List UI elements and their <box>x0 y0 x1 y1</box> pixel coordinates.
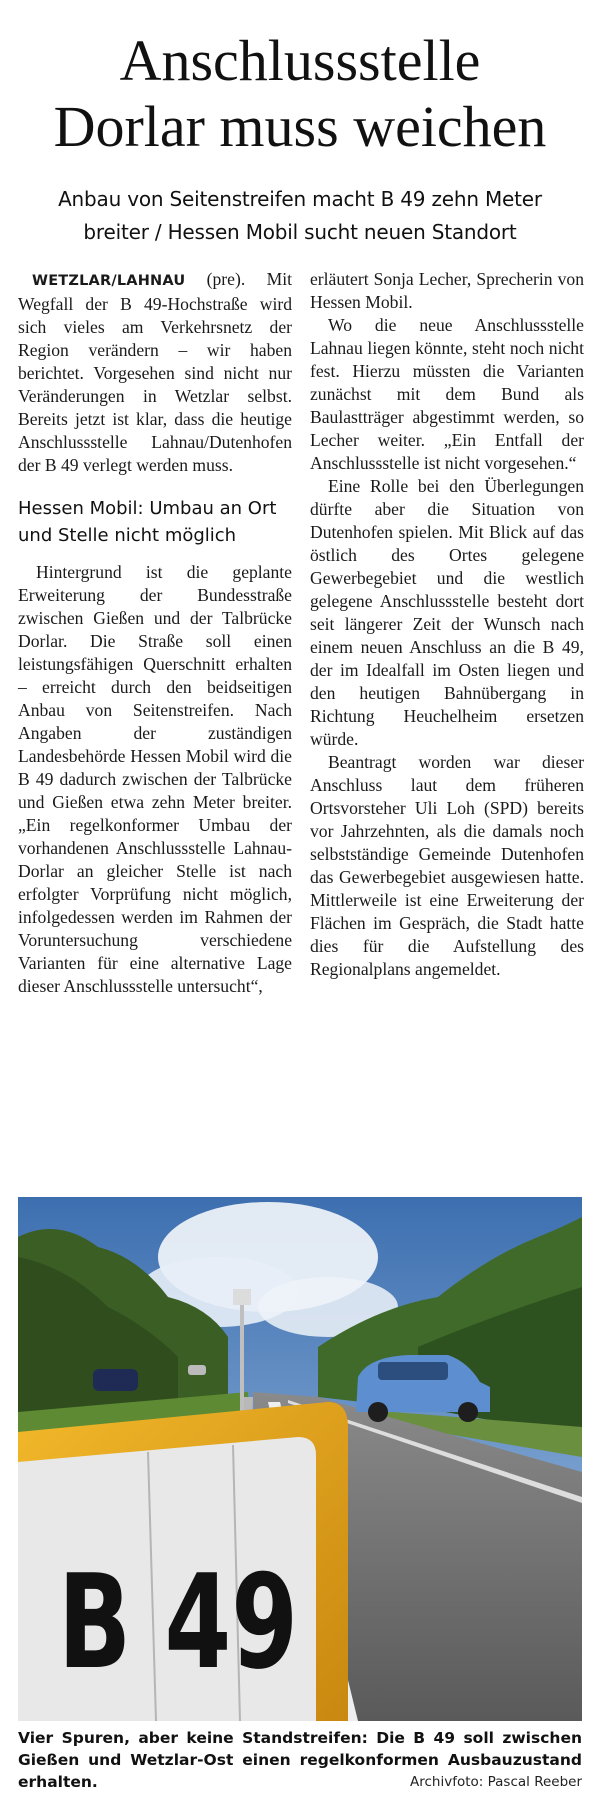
subheadline-line-1: Anbau von Seitenstreifen macht B 49 zehn Meter <box>58 187 542 211</box>
subheadline-line-2: breiter / Hessen Mobil sucht neuen Standort <box>83 220 517 244</box>
article-column-right <box>310 268 584 981</box>
headline-line-2: Dorlar muss weichen <box>53 94 547 159</box>
body-paragraph-3: erläutert Sonja Lecher, Sprecherin von Hessen Mobil. <box>310 269 584 312</box>
body-paragraph-2: Hintergrund ist die geplante Erweiterung der Bundesstraße zwischen Gießen und der Talbrücke Dorlar. Die Straße soll einen leistungsfähigen Querschnitt erhalten – erreicht durch den beidseitigen Anbau von Seitenstreifen. Nach Angaben der zuständigen Landesbehörde Hessen Mobil wird die B 49 dadurch zwischen der Talbrücke und Gießen etwa zehn Meter breiter. „Ein regelkonformer Umbau der vorhandenen Anschlussstelle Lahnau-Dorlar an gleicher Stelle ist nach erfolgter Vorprüfung nicht möglich, infolgedessen werden im Rahmen der Voruntersuchung verschiedene Varianten für eine alternative Lage dieser Anschlussstelle untersucht“, <box>18 562 292 996</box>
section-subtitle: Hessen Mobil: Umbau an Ort und Stelle nicht möglich <box>18 498 277 546</box>
body-paragraph-6: Beantragt worden war dieser Anschluss laut dem früheren Ortsvorsteher Uli Loh (SPD) bereits vor Jahrzehnten, als die damals noch selbstständige Gemeinde Dutenhofen das Gewerbegebiet ausgewiesen hatte. Mittlerweile ist eine Erweiterung der Flächen im Gespräch, die Stadt hatte dies für die Aufstellung des Regionalplans angemeldet. <box>310 752 584 979</box>
photo-caption: Vier Spuren, aber keine Standstreifen: Die B 49 soll zwischen Gießen und Wetzlar-Ost einen regelkonformen Ausbauzustand erhalten. <box>18 1729 582 1791</box>
body-paragraph-4: Wo die neue Anschlussstelle Lahnau liegen könnte, steht noch nicht fest. Hierzu müssten die Varianten zunächst mit dem Bund als Baulastträger abgestimmt werden, so Lecher weiter. „Ein Entfall der Anschlussstelle ist nicht vorgesehen.“ <box>310 315 584 473</box>
intro-paragraph <box>18 268 292 477</box>
intro-text: (pre). Mit Wegfall der B 49-Hochstraße wird sich vieles am Verkehrsnetz der Region verändern – wir haben berichtet. Vorgesehen sind nicht nur Veränderungen in Wetzlar selbst. Bereits jetzt ist klar, dass die heutige Anschlussstelle Lahnau/Dutenhofen der B 49 verlegt werden muss. <box>18 269 292 475</box>
subheadline <box>18 183 582 249</box>
photo-credit: Archivfoto: Pascal Reeber <box>410 1774 582 1790</box>
body-paragraph-5: Eine Rolle bei den Überlegungen dürfte aber die Situation von Dutenhofen spielen. Mit Blick auf das östlich des Ortes gelegene Gewerbegebiet und die westlich gelegene Anschlussstelle besteht dort seit längerer Zeit der Wunsch nach einem neuen Anschluss an die B 49, der im Idealfall im Osten liegen und den heutigen Bahnübergang in Richtung Heuchelheim ersetzen würde. <box>310 476 584 749</box>
headline-line-1: Anschlussstelle <box>119 28 481 93</box>
sign-text: B 49 <box>58 1546 298 1698</box>
article-column-left <box>18 268 292 998</box>
article-photo <box>18 1197 582 1721</box>
headline <box>10 28 590 160</box>
photo-illustration <box>18 1197 582 1721</box>
dateline: WETZLAR/LAHNAU <box>32 273 186 289</box>
